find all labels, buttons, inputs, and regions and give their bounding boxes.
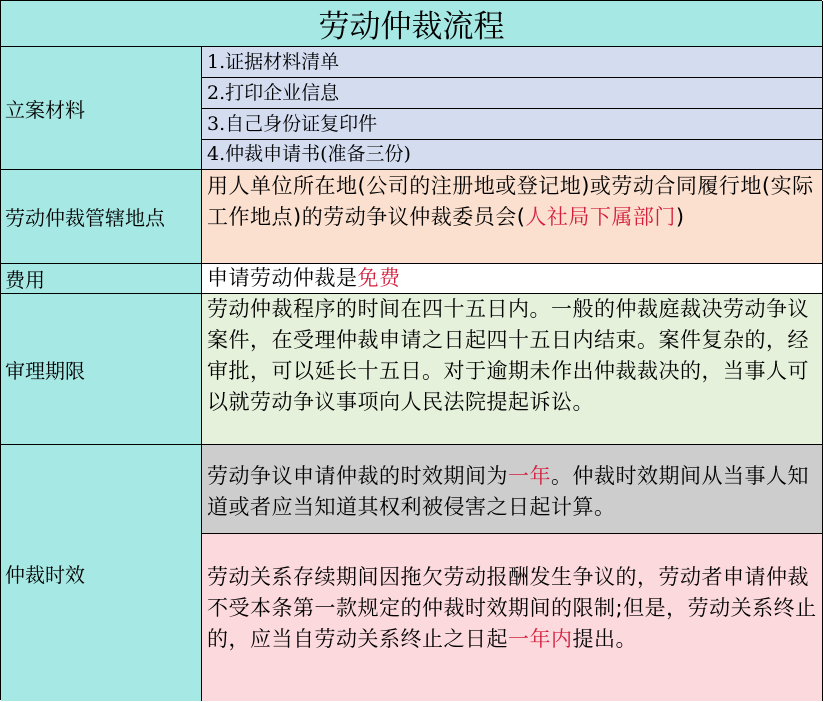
filing-item-1: 1.证据材料清单: [202, 47, 823, 78]
filing-label: 立案材料: [1, 47, 202, 170]
jurisdiction-tail: ): [675, 205, 685, 229]
filing-item-4: 4.仲裁申请书(准备三份): [202, 140, 823, 170]
period-value: 劳动仲裁程序的时间在四十五日内。一般的仲裁庭裁决劳动争议案件，在受理仲裁申请之日起四十五日内结束。案件复杂的，经审批，可以延长十五日。对于逾期未作出仲裁裁决的，当事人可以就劳动争议事项向人民法院提起诉讼。: [202, 294, 823, 445]
period-label: 审理期限: [1, 294, 202, 445]
page-title: 劳动仲裁流程: [1, 1, 823, 47]
limitation-2-text: 劳动关系存续期间因拖欠劳动报酬发生争议的，劳动者申请仲裁不受本条第一款规定的仲裁时效期间的限制;但是，劳动关系终止的，应当自劳动关系终止之日起: [207, 565, 817, 651]
limitation-1-text: 劳动争议申请仲裁的时效期间为: [207, 464, 508, 488]
limitation-2-tail: 提出。: [572, 627, 637, 651]
limitation-1-highlight: 一年: [508, 464, 551, 488]
fee-label: 费用: [1, 264, 202, 294]
limitation-2-highlight: 一年内: [508, 627, 573, 651]
limitation-1-tail: 。仲裁时效期间从当事人知道或者应当知道其权利被侵害之日起计算。: [207, 464, 809, 519]
filing-item-3: 3.自己身份证复印件: [202, 109, 823, 140]
fee-value: [202, 264, 823, 294]
jurisdiction-text: 用人单位所在地(公司的注册地或登记地)或劳动合同履行地(实际工作地点)的劳动争议仲裁委员会(: [207, 174, 814, 229]
jurisdiction-value: [202, 170, 823, 264]
limitation-value-2: [202, 534, 823, 701]
fee-text: 申请劳动仲裁是: [207, 266, 358, 290]
jurisdiction-highlight: 人社局下属部门: [525, 205, 676, 229]
fee-highlight: 免费: [357, 266, 401, 290]
filing-item-2: 2.打印企业信息: [202, 78, 823, 109]
limitation-value-1: [202, 445, 823, 534]
jurisdiction-label: 劳动仲裁管辖地点: [1, 170, 202, 264]
limitation-label: 仲裁时效: [1, 445, 202, 701]
